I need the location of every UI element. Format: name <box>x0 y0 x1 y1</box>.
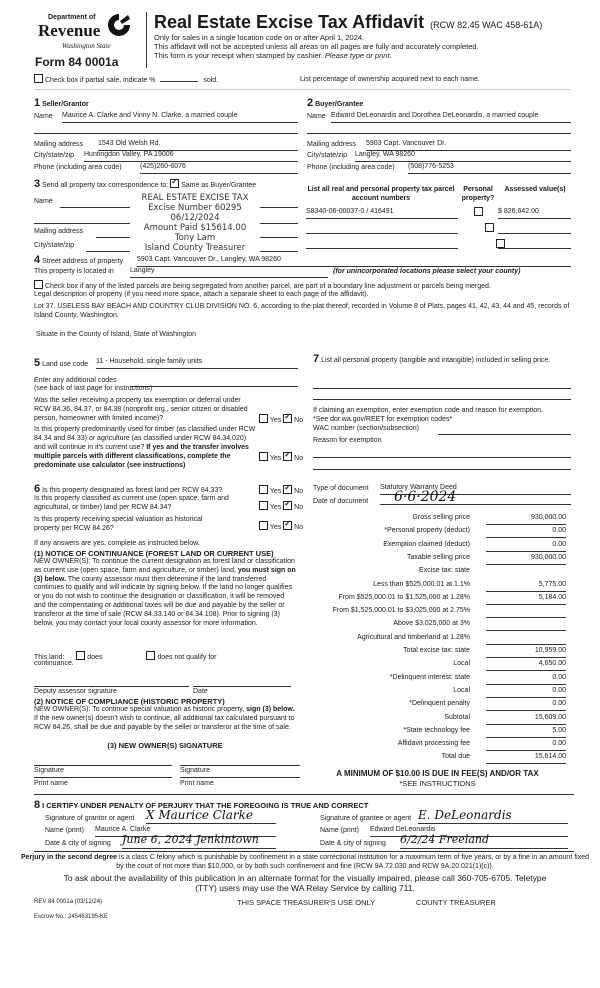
buyer-city-label: City/state/zip <box>307 152 348 159</box>
grantor-name-field[interactable]: Maurice A. Clarke <box>95 826 276 837</box>
timber-yes-no <box>259 452 303 462</box>
no-label: No <box>294 417 304 424</box>
parcel-value-field[interactable] <box>498 238 571 249</box>
notice1-a: NEW OWNER(S): To continue the current designation as forest land or classification as current use (open space, farm and agriculture, or timber) land, <box>34 558 295 574</box>
does-label: does <box>87 654 103 661</box>
yes-label: Yes <box>269 488 282 495</box>
tax-row <box>300 594 570 606</box>
tax-row-value[interactable] <box>486 607 566 618</box>
tax-row <box>300 554 570 566</box>
tax-row <box>300 581 570 593</box>
section-number: 2 <box>307 97 314 109</box>
print-name-field[interactable] <box>34 775 172 778</box>
partial-sale-checkbox[interactable] <box>34 74 43 83</box>
partial-sale-label: Check box if partial sale, indicate % <box>44 77 156 84</box>
form-number: Form 84 0001a <box>35 55 119 69</box>
parcels-col-header-personal: Personal property? <box>461 186 495 202</box>
buyer-name-field-2[interactable] <box>307 123 571 134</box>
grantor-sig-label: Signature of grantor or agent <box>45 815 135 822</box>
parcels-col-header-value: Assessed value(s) <box>504 186 566 193</box>
forest-question-text: Is this property designated as forest land per RCW 84.33? <box>42 487 223 494</box>
new-owner-signature-field[interactable] <box>34 757 172 766</box>
tax-row-value[interactable] <box>486 634 566 645</box>
if-yes-note: If any answers are yes, complete as instructed below. <box>34 540 200 547</box>
yes-checkbox[interactable] <box>259 485 268 494</box>
buyer-heading <box>307 97 363 109</box>
timber-question-bold: If yes and the transfer involves multiple parcels with different classifications, complete the predominate use calculator (see instructions) <box>34 444 249 469</box>
buyer-city-field[interactable]: Langley, WA 98260 <box>355 151 571 162</box>
deputy-date-label: Date <box>193 688 208 695</box>
parcel-number-field[interactable] <box>306 238 458 249</box>
buyer-phone-label: Phone (including area code) <box>307 164 395 171</box>
tax-row-label: *Personal property (deduct) <box>384 527 470 535</box>
seller-city-field[interactable]: Huntingdon Valley, PA 19006 <box>84 151 298 162</box>
additional-codes-sub: (see back of last page for instructions) <box>34 385 153 392</box>
timber-question <box>34 425 259 470</box>
yes-label: Yes <box>269 417 282 424</box>
notice1-b: you must sign on (3) below. <box>34 566 296 583</box>
divider <box>34 89 570 90</box>
does-not-label: does not qualify for <box>157 654 217 661</box>
yes-checkbox[interactable] <box>259 414 268 423</box>
tax-row-value[interactable]: 5.00 <box>486 727 566 738</box>
grantee-date-label: Date & city of signing <box>320 840 386 847</box>
tax-row <box>300 727 570 739</box>
tax-row <box>300 514 570 526</box>
tax-row-label: *Delinquent interest: state <box>389 673 470 681</box>
print-name-label: Print name <box>34 780 68 787</box>
tax-row-value[interactable]: 4,650.00 <box>486 660 566 671</box>
doc-date-label: Date of document <box>313 498 369 505</box>
tax-row-label: Local <box>453 686 470 694</box>
seller-phone-label: Phone (including area code) <box>34 164 122 171</box>
dor-logo <box>30 10 140 54</box>
notice3-title: (3) NEW OWNER(S) SIGNATURE <box>107 741 223 750</box>
title-text: Real Estate Excise Tax Affidavit <box>154 12 425 32</box>
tax-row <box>300 674 570 686</box>
wac-label: WAC number (section/subsection) <box>313 425 419 432</box>
segregated-checkbox[interactable] <box>34 280 43 289</box>
historic-yes-no <box>259 521 303 531</box>
deputy-signature-field[interactable] <box>34 678 189 687</box>
correspondence-label: Send all property tax correspondence to: <box>42 182 169 189</box>
tax-row-label: Less than $525,000.01 at 1.1% <box>373 580 470 588</box>
yes-checkbox[interactable] <box>259 521 268 530</box>
yes-label: Yes <box>269 504 282 511</box>
tax-row-value[interactable]: 0.00 <box>486 527 566 538</box>
reason-field[interactable] <box>313 448 571 458</box>
grantee-date-field[interactable]: 6/2/24 Freeland <box>400 833 568 849</box>
grantor-date-label: Date & city of signing <box>45 840 111 847</box>
segregated-row <box>34 280 491 290</box>
section-number: 7 <box>313 353 320 365</box>
partial-sale-row <box>34 74 218 84</box>
tax-row <box>300 567 570 579</box>
section-number: 8 <box>34 799 41 811</box>
tax-row-label: Taxable selling price <box>406 553 470 561</box>
forest-yes-no <box>259 485 303 495</box>
note3-text: This form is your receipt when stamped by cashier. <box>154 51 325 60</box>
yes-checkbox[interactable] <box>259 501 268 510</box>
partial-sale-input[interactable] <box>160 81 198 82</box>
no-checkbox[interactable] <box>283 414 292 423</box>
stamp-line-6: Island County Treasurer <box>144 243 246 253</box>
header-note-1: Only for sales in a single location code on or after April 1, 2024. <box>154 33 365 42</box>
parcel-personal-checkbox[interactable] <box>485 223 494 232</box>
dor-swirl-icon <box>106 12 132 38</box>
personal-property-field-2[interactable] <box>313 389 571 400</box>
minimum-note: A MINIMUM OF $10.00 IS DUE IN FEE(S) AND/OR TAX <box>336 769 539 778</box>
tax-row-label: Local <box>453 660 470 668</box>
tax-row-value[interactable]: 930,000.00 <box>486 514 566 525</box>
no-checkbox[interactable] <box>283 501 292 510</box>
section-number: 5 <box>34 357 41 369</box>
notice2-a: NEW OWNER(S): To continue special valuation as historic property, <box>34 706 247 713</box>
treasurer-stamp <box>130 193 260 253</box>
doc-type-field[interactable]: Statutory Warranty Deed <box>380 484 571 495</box>
section7-label <box>313 355 575 365</box>
located-note: (for unincorporated locations please select your county) <box>333 268 521 275</box>
tax-row-label: Above $3,025,000 at 3% <box>393 620 470 628</box>
tax-row <box>300 607 570 619</box>
parcel-number-field[interactable] <box>306 223 458 234</box>
tax-row-value[interactable]: 930,000.00 <box>486 554 566 565</box>
seller-heading-text: Seller/Grantor <box>42 101 89 108</box>
buyer-phone-field[interactable]: (508)776-5253 <box>408 163 571 174</box>
personal-property-field[interactable] <box>313 378 571 389</box>
tax-row-label: Excise tax: state <box>419 567 470 575</box>
ownership-note: List percentage of ownership acquired next to each name. <box>300 76 480 83</box>
notice2-c: If the new owner(s) doesn't wish to continue, all additional tax calculated pursuant to RCW 84.26, shall be due and payable by the seller or transferor at the time of sale. <box>34 714 295 731</box>
section7-label-text: List all personal property (tangible and intangible) included in selling price. <box>321 357 551 364</box>
grantor-date-field[interactable]: June 6, 2024 Jenkintown <box>122 833 276 849</box>
page-title <box>154 12 542 33</box>
dept-line2: Revenue <box>38 21 101 40</box>
seller-heading <box>34 97 89 109</box>
grantor-signature-field[interactable]: X Maurice Clarke <box>146 808 276 824</box>
continuance-label: continuance. <box>34 660 74 667</box>
tax-row-value[interactable]: 5,184.00 <box>486 594 566 605</box>
see-instructions: *SEE INSTRUCTIONS <box>399 779 476 788</box>
tax-row <box>300 660 570 672</box>
stamp-line-4: Amount Paid $15614.00 <box>143 223 247 233</box>
reason-field-2[interactable] <box>313 460 571 470</box>
tax-row-value[interactable]: 5,775.00 <box>486 581 566 592</box>
same-as-buyer-checkbox[interactable] <box>170 179 179 188</box>
tax-row <box>300 620 570 632</box>
parcel-personal-checkbox[interactable] <box>474 207 483 216</box>
header-note-3 <box>154 51 392 60</box>
parcel-value-field[interactable] <box>498 223 571 234</box>
perjury-notice <box>20 853 590 871</box>
tax-row-value[interactable]: 0.00 <box>486 674 566 685</box>
tax-row <box>300 753 570 765</box>
signature-label: Signature <box>34 767 64 774</box>
section8-divider <box>34 794 574 795</box>
section-number: 1 <box>34 97 41 109</box>
new-owner-signature-field-2[interactable] <box>180 757 300 766</box>
additional-codes-label: Enter any additional codes <box>34 377 117 384</box>
tax-row-value[interactable]: 15,609.00 <box>486 714 566 725</box>
partial-sale-suffix: sold. <box>203 77 219 84</box>
dept-state: Washington State <box>62 42 111 50</box>
seller-mailing-field[interactable]: 1543 Old Welsh Rd. <box>98 140 298 151</box>
tax-row-value[interactable]: 0.00 <box>486 541 566 552</box>
seller-mailing-label: Mailing address <box>34 141 84 148</box>
street-label-text: Street address of property <box>42 258 124 265</box>
no-label: No <box>294 504 304 511</box>
notice2-b: sign (3) below. <box>246 706 295 713</box>
certify-heading-text: I CERTIFY UNDER PENALTY OF PERJURY THAT THE FOREGOING IS TRUE AND CORRECT <box>42 801 369 810</box>
notice2-text <box>34 706 296 732</box>
additional-codes-field[interactable] <box>130 376 298 387</box>
stamp-line-1: REAL ESTATE EXCISE TAX <box>141 193 249 203</box>
parcels-col-header-number: List all real and personal property tax parcel account numbers <box>307 186 455 202</box>
section-number: 6 <box>34 483 41 495</box>
notice1-title: (1) NOTICE OF CONTINUANCE (FOREST LAND OR CURRENT USE) <box>34 549 274 558</box>
stamp-line-2: Excise Number 60295 <box>148 203 242 213</box>
deputy-date-field[interactable] <box>193 678 291 687</box>
corr-city-label: City/state/zip <box>34 242 75 249</box>
tax-row-label: Gross selling price <box>412 514 470 521</box>
print-name-label-2: Print name <box>180 780 214 787</box>
tax-row <box>300 687 570 699</box>
tax-row-label: From $525,000.01 to $1,525,000 at 1.28% <box>338 593 470 601</box>
grantee-signature-field[interactable]: E. DeLeonardis <box>418 808 568 824</box>
tax-row <box>300 647 570 659</box>
seller-name-field[interactable]: Maurice A. Clarke and Vinny N. Clarke, a married couple <box>62 112 298 123</box>
wac-field[interactable] <box>438 424 571 435</box>
tax-row-label: *State technology fee <box>403 726 470 734</box>
timber-question-text: Is this property predominantly used for timber (as classified under RCW 84.34 and 84.33) or agriculture (as classified under RCW 84.34.020) and will continue in it's current use? <box>34 426 256 451</box>
street-field[interactable]: 5903 Capt. Vancouver Dr., Langley, WA 98260 <box>137 256 571 267</box>
same-as-buyer-label: Same as Buyer/Grantee <box>181 182 257 189</box>
segregated-label: Check box if any of the listed parcels are being segregated from another parcel, are part of a boundary line adjustment or parcels being merged. <box>44 283 491 290</box>
current-use-question: Is this property classified as current use (open space, farm and agricultural, or timber) land per RCW 84.34? <box>34 495 229 511</box>
correspondence-row <box>34 178 256 190</box>
treasurer-use: THIS SPACE TREASURER'S USE ONLY <box>237 898 376 907</box>
legal-label: Legal description of property (if you need more space, attach a separate sheet to each page of the affidavit). <box>34 291 369 298</box>
current-use-yes-no <box>259 501 303 511</box>
notice2-title: (2) NOTICE OF COMPLIANCE (HISTORIC PROPERTY) <box>34 697 225 706</box>
situate-text: Situate in the County of Island, State of Washington <box>36 331 197 338</box>
perjury-text: is a class C felony which is punishable by confinement in a state correctional institution for a maximum term of five years, or by a fine in an amount fixed by the court of not more than $10,000, or by both such confinement and fine (RCW 9A.72.030 and RCW 9A.20.021(1)(c)). <box>116 854 590 870</box>
note3-italic: Please type or print. <box>324 51 392 60</box>
perjury-bold: Perjury in the second degree <box>20 854 118 861</box>
grantee-name-field[interactable]: Edward DeLeonardis <box>370 826 568 837</box>
parcel-value-field[interactable]: $ 826,642.00 <box>498 208 571 219</box>
tax-row-value[interactable]: 10,959.00 <box>486 647 566 658</box>
does-not-checkbox[interactable] <box>146 651 155 660</box>
tax-row-label: From $1,525,000.01 to $3,025,000 at 2.75% <box>332 607 470 615</box>
no-label: No <box>294 455 304 462</box>
notice1-text <box>34 558 296 628</box>
buyer-heading-text: Buyer/Grantee <box>315 101 364 108</box>
buyer-name-label: Name <box>307 113 326 120</box>
seller-phone-field[interactable]: (425)260-6076 <box>140 163 298 174</box>
no-checkbox[interactable] <box>283 452 292 461</box>
seller-city-label: City/state/zip <box>34 152 75 159</box>
street-label <box>34 254 123 266</box>
parcel-number-field[interactable]: S8340-06-00037-0 / 416491 <box>306 208 458 219</box>
this-land-label: This land: <box>34 654 65 661</box>
tax-row <box>300 541 570 553</box>
grantee-sig-label: Signature of grantee or agent <box>320 815 412 822</box>
located-field[interactable]: Langley <box>130 267 328 278</box>
exemption-question: Was the seller receiving a property tax exemption or deferral under RCW 84.36, 84.37, or 84.38 (nonprofit org., senior citizen or disabled person, homeowner with limited income)? <box>34 397 248 422</box>
located-label: This property is located in <box>34 268 114 275</box>
seller-name-field-2[interactable] <box>34 123 298 134</box>
grantor-name-label: Name (print) <box>45 827 84 834</box>
tax-row-value[interactable]: 0.00 <box>486 740 566 751</box>
print-name-field-2[interactable] <box>180 775 300 778</box>
tax-row-value[interactable]: 0.00 <box>486 700 566 711</box>
does-checkbox[interactable] <box>76 651 85 660</box>
tax-row-label: *Delinquent penalty <box>409 700 470 708</box>
buyer-name-field[interactable]: Edward DeLeonardis and Dorothea DeLeonardis, a married couple <box>331 112 571 123</box>
legal-description[interactable]: Lot 37, USELESS BAY BEACH AND COUNTRY CLUB DIVISION NO. 6, according to the plat thereof, recorded in Volume 8 of Plats, pages 41, 42, 43, 44 and 45, records of Island County, Washington. <box>34 303 570 319</box>
tax-row-value[interactable]: 15,614.00 <box>486 753 566 764</box>
land-use-label-text: Land use code <box>42 361 89 368</box>
signature-label-2: Signature <box>180 767 210 774</box>
land-use-label <box>34 357 88 369</box>
tax-row-label: Subtotal <box>444 713 470 721</box>
stamp-line-3: 06/12/2024 <box>170 213 220 223</box>
rev-number: REV 84 0001a (03/12/24) <box>34 899 103 905</box>
tax-row-value[interactable]: 0.00 <box>486 687 566 698</box>
section-number: 3 <box>34 178 41 190</box>
section-number: 4 <box>34 254 41 266</box>
doc-date-field[interactable]: 6·6·2024 <box>380 490 571 505</box>
land-use-field[interactable]: 11 - Household, single family units <box>96 358 298 369</box>
reason-label: Reason for exemption <box>313 437 382 444</box>
tax-row <box>300 527 570 539</box>
deputy-signature-label: Deputy assessor signature <box>34 688 117 695</box>
county-treasurer: COUNTY TREASURER <box>416 898 496 907</box>
corr-mailing-label: Mailing address <box>34 228 84 235</box>
no-label: No <box>294 488 304 495</box>
grantee-name-label: Name (print) <box>320 827 359 834</box>
corr-name-label: Name <box>34 198 53 205</box>
dept-line1: Department of <box>48 14 96 21</box>
tax-row-label: Exemption claimed (deduct) <box>383 540 470 548</box>
tax-row-label: Total due <box>441 753 470 761</box>
no-checkbox[interactable] <box>283 485 292 494</box>
no-label: No <box>294 524 304 531</box>
tax-row <box>300 700 570 712</box>
tax-row-value <box>486 567 566 577</box>
tax-row <box>300 634 570 646</box>
escrow-number: Escrow No.: 245463195-KE <box>34 914 109 920</box>
header-note-2: This affidavit will not be accepted unless all areas on all pages are fully and accurately completed. <box>154 42 479 51</box>
exemption-yes-no <box>259 414 303 424</box>
buyer-mailing-label: Mailing address <box>307 141 357 148</box>
tax-row-label: Total excise tax: state <box>403 647 470 654</box>
buyer-mailing-field[interactable]: 5903 Capt. Vancouver Dr. <box>366 140 571 151</box>
section8-bottom-divider <box>34 851 574 852</box>
doc-type-label: Type of document <box>313 485 369 492</box>
tax-row-label: Agricultural and timberland at 1.28% <box>357 633 470 641</box>
tax-row-label: Affidavit processing fee <box>397 740 470 748</box>
tax-row-value[interactable] <box>486 620 566 631</box>
tax-row <box>300 740 570 752</box>
seller-name-label: Name <box>34 113 53 120</box>
no-checkbox[interactable] <box>283 521 292 530</box>
exemption-note: If claiming an exemption, enter exemption code and reason for exemption. *See dor.wa.gov/REET for exemption codes* <box>313 407 543 423</box>
accessibility-notice: To ask about the availability of this publication in an alternate format for the visually impaired, please call 360-705-6705. Teletype (TTY) users may use the WA Relay Service by calling 711. <box>63 873 547 893</box>
header-divider <box>146 12 147 68</box>
yes-checkbox[interactable] <box>259 452 268 461</box>
stamp-line-5: Tony Lam <box>174 233 216 243</box>
historic-question: Is this property receiving special valuation as historical property per RCW 84.26? <box>34 516 203 532</box>
title-citation: (RCW 82.45 WAC 458-61A) <box>430 20 543 30</box>
notice1-c: The county assessor must then determine if the land transferred continues to qualify and will indicate by signing below. If the land no longer qualifies or you do not wish to continue the designation or classification, it will be removed and the compensating or additional taxes will be due and payable by the seller or transferor at the time of sale (RCW 84.33.140 or 84.34.108). Prior to signing (3) below, you may contact your local county assessor for more information. <box>34 575 292 627</box>
yes-label: Yes <box>269 524 282 531</box>
tax-row <box>300 714 570 726</box>
yes-label: Yes <box>269 455 282 462</box>
